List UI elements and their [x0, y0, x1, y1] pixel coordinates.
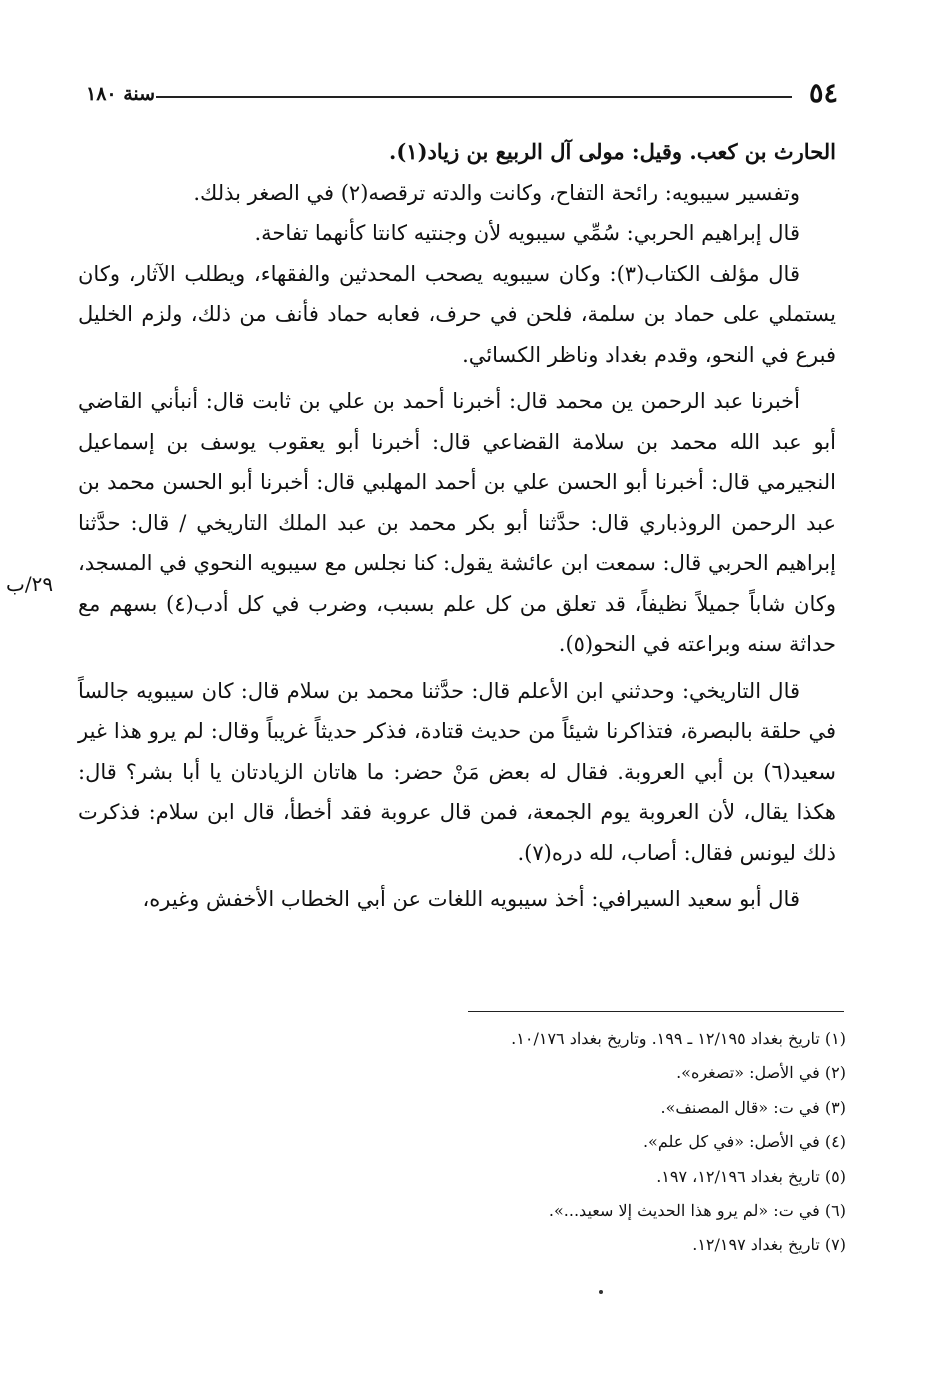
footnotes [300, 1022, 846, 1263]
paragraph: قال التاريخي: وحدثني ابن الأعلم قال: حدَّثنا محمد بن سلام قال: كان سيبويه جالساً في حلقة بالبصرة، فتذاكرنا شيئاً من حديث قتادة، فذكر حديثاً غريباً وقال: لم يرو هذا غير سعيد(٦) بن أبي العروبة. فقال له بعض مَنْ حضر: ما هاتان الزيادتان يا أبا بشر؟ قال: هكذا يقال، لأن العروبة يوم الجمعة، فمن قال عروبة فقد أخطأ، قال ابن سلام: فذكرت ذلك ليونس فقال: أصاب، لله دره(٧). [78, 678, 836, 865]
footnote: (٦) في ت: «لم يرو هذا الحديث إلا سعيد...». [548, 1201, 846, 1221]
footnote: (١) تاريخ بغداد ١٢/١٩٥ ـ ١٩٩. وتاريخ بغداد ١٠/١٧٦. [511, 1029, 846, 1048]
footnote-rule [468, 1011, 844, 1012]
footnote: (٢) في الأصل: «تصغره». [676, 1063, 846, 1083]
main-text [78, 132, 836, 920]
paragraph: أخبرنا عبد الرحمن ين محمد قال: أخبرنا أحمد بن علي بن ثابت قال: أنبأني القاضي أبو عبد الله محمد بن سلامة القضاعي قال: أخبرنا أبو يعقوب يوسف بن إسماعيل النجيرمي قال: أخبرنا أبو الحسن علي بن أحمد المهلبي قال: أخبرنا أبو الحسن محمد بن عبد الرحمن الروذباري قال: حدَّثنا أبو بكر محمد بن عبد الملك التاريخي / قال: حدَّثنا إبراهيم الحربي قال: سمعت ابن عائشة يقول: كنا نجلس مع سيبويه النحوي في المسجد، وكان شاباً جميلاً نظيفاً، قد تعلق من كل علم بسبب، وضرب في كل أدب(٤) بسهم مع حداثة سنه وبراعته في النحو(٥). [78, 389, 836, 656]
footnote: (٤) في الأصل: «في كل علم». [642, 1132, 846, 1152]
running-title: سنة ١٨٠ [86, 83, 156, 105]
running-header [86, 78, 838, 112]
paragraph: قال أبو سعيد السيرافي: أخذ سيبويه اللغات عن أبي الخطاب الأخفش وغيره، [142, 887, 800, 911]
manuscript-folio-note: ٢٩/ب [6, 572, 54, 596]
paragraph: وتفسير سيبويه: رائحة التفاح، وكانت والدته ترقصه(٢) في الصغر بذلك. [193, 180, 800, 205]
paragraph: قال مؤلف الكتاب(٣): وكان سيبويه يصحب المحدثين والفقهاء، ويطلب الآثار، وكان يستملي على حماد بن سلمة، فلحن في حرف، فعابه حماد فأنف من ذلك، ولزم الخليل فبرع في النحو، وقدم بغداد وناظر الكسائي. [78, 261, 836, 367]
footnote: (٥) تاريخ بغداد ١٢/١٩٦، ١٩٧. [656, 1166, 846, 1186]
paragraph: الحارث بن كعب. وقيل: مولى آل الربيع بن زياد(١). [389, 139, 836, 164]
footnote: (٣) في ت: «قال المصنف». [660, 1097, 846, 1117]
footnote: (٧) تاريخ بغداد ١٢/١٩٧. [692, 1235, 846, 1255]
ink-dot [599, 1290, 603, 1294]
header-rule [156, 96, 792, 98]
paragraph: قال إبراهيم الحربي: سُمِّي سيبويه لأن وجنتيه كانتا كأنهما تفاحة. [254, 221, 800, 245]
page-number: ٥٤ [808, 78, 838, 109]
